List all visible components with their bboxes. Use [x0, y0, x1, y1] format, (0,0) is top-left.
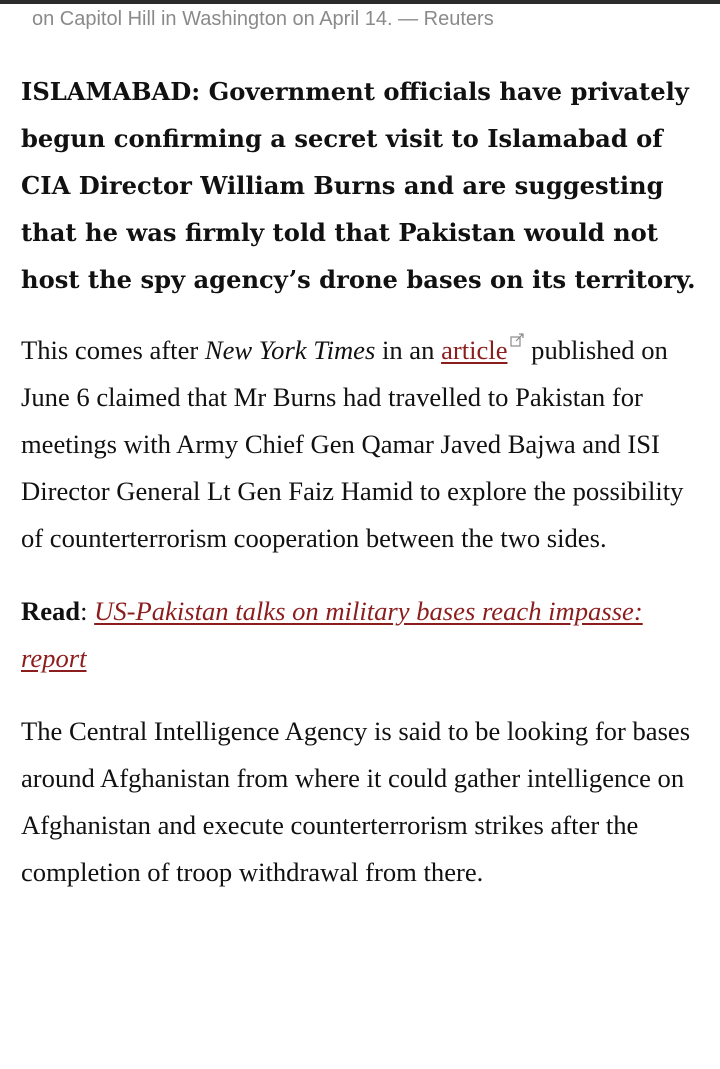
- paragraph-nyt: [21, 327, 706, 562]
- read-label: Read: [21, 596, 81, 626]
- paragraph-cia: The Central Intelligence Agency is said to be looking for bases around Afghanistan from where it could gather intelligence on Afghanistan and execute counterterrorism strikes after the completion of troop withdrawal from there.: [21, 716, 691, 887]
- para1-text-a: This comes after: [21, 335, 205, 365]
- article-body: [21, 68, 706, 922]
- read-also: [21, 588, 706, 682]
- para1-text-c: published on June 6 claimed that Mr Burns had travelled to Pakistan for meetings with Army Chief Gen Qamar Javed Bajwa and ISI Director General Lt Gen Faiz Hamid to explore the possibility of counterterrorism cooperation between the two sides.: [21, 335, 684, 553]
- lead-paragraph: ISLAMABAD: Government officials have privately begun confirming a secret visit to Islamabad of CIA Director William Burns and are suggesting that he was firmly told that Pakistan would not host the spy agency’s drone bases on its territory.: [21, 77, 696, 294]
- photo-caption: on Capitol Hill in Washington on April 14. — Reuters: [32, 8, 494, 30]
- related-article-link[interactable]: US-Pakistan talks on military bases reach impasse: report: [21, 596, 643, 673]
- read-separator: :: [80, 596, 95, 626]
- top-divider: [0, 0, 720, 4]
- para1-text-b: in an: [375, 335, 442, 365]
- publication-name: New York Times: [204, 335, 376, 365]
- external-link-icon[interactable]: [510, 333, 525, 347]
- article-link[interactable]: article: [441, 335, 508, 365]
